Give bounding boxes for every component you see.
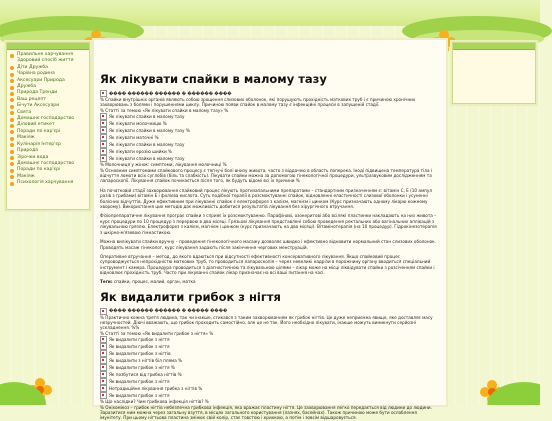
article-subheading: % Молочниця у жінок: симптоми, лікування молочниці % [100,162,227,168]
broken-image-icon [100,357,107,364]
broken-image-icon [100,113,107,120]
bullet-icon [10,143,14,147]
related-link-text[interactable]: Як видалити грибок з нігтя % [109,364,175,370]
related-link[interactable] [100,120,440,127]
bullet-icon [10,150,14,154]
related-link[interactable] [100,378,440,385]
related-link[interactable] [100,357,440,364]
broken-image-icon [100,90,107,97]
broken-heading [100,90,440,97]
bullet-icon [10,79,14,83]
related-link[interactable] [100,336,440,343]
article-paragraph: % Основним симптомами спайкового процесу є тягнучі болі внизу живота, часто з віддачею в область поперека. Іноді підвищена температура тіла і відчуття ломоти всіх суглобів (біль та слабкість). Лікувати спайки можна за допомогою гінекологічної процедури, ультразвуковим дослідженням та лапароскопії. Лікування спайок починається після того, як будуть відомі всі їх причини % [100,167,433,184]
related-link-text[interactable]: Як лікувати ерозію шийки % [109,148,173,154]
related-link-text[interactable]: Як видалити з нігтів біл пляма % [109,357,183,363]
bullet-icon [10,156,14,160]
related-link[interactable] [100,371,440,378]
article-intro: % Практично кожна третя людина, так чи інакше, стикався з таким захворюванням як грибок нігтів. Це дуже неприємна явище, яке доставляє масу незручностей. Діючі вважають, що грибок проходить самостійно, але це не так. Його необхідно лікувати, інакше можуть виникнути серйозні ускладнення. %% [100,314,433,331]
broken-image-icon [100,127,107,134]
related-list-intro: % Статті за темою «Як видалити грибок з нігтя» % [100,330,214,336]
broken-image-icon [100,148,107,155]
sidebar-item-label[interactable]: Свята [17,109,32,115]
broken-image-icon [100,350,107,357]
sidebar-item-label[interactable]: Домашнє господарство [17,160,75,166]
sidebar-item-label[interactable]: Кулінарія Інтер'єр [17,141,61,147]
article-paragraph: Оперативне втручання – метод, до якого вдаються при відсутності ефективності консервативного лікування. Якщо спайковий процес супроводжується непрохідністю маткових труб, то проводиться лапароскопія – через невеликі надрізи в порожнину органу вводиться спеціальний інструмент і камера. Процедура проводиться з діагностичною та лікувальною цілями – лікар може на місці ліквідувати спайки з розсіченням спайки і відновлює прохідність труб. Часто при лікуванні спайок лікар призначає на всі ваші питання на часі. [100,253,435,276]
sidebar-item-label[interactable]: Зірочки вода [17,154,49,160]
bullet-icon [10,137,14,141]
sidebar-item-label[interactable]: Психологія харчування [17,180,74,186]
article-title[interactable]: Як лікувати спайки в малому тазу [100,72,327,86]
sidebar-item[interactable] [10,180,87,186]
related-link-text[interactable]: Як позбутися від грибка нігтів % [109,371,182,377]
broken-image-icon [100,308,107,315]
sidebar-header [7,43,89,50]
related-link-text[interactable]: Як лікувати спайки в малому тазу [109,113,185,119]
bullet-icon [10,118,14,122]
sidebar-menu [7,52,89,187]
bullet-icon [10,73,14,77]
related-link-text[interactable]: Як лікувати спайки в малому тазу [109,155,185,161]
bullet-icon [10,130,14,134]
bullet-icon [10,105,14,109]
broken-heading [100,308,440,315]
related-link-text[interactable]: Як видалити грибок з нігтя [109,392,170,398]
sidebar-item-label[interactable]: Макіяж [17,173,35,179]
related-link-text[interactable]: Як лікувати молочницю % [109,120,167,126]
sidebar-item-label[interactable]: Дружба [17,84,37,90]
sidebar-item-label[interactable]: Правильне харчування [17,52,73,57]
bullet-icon [10,175,14,179]
sidebar-item-label[interactable]: Здоровий спосіб життя [17,58,74,64]
related-list-intro: % Статті за темою «Як лікувати спайки в малому тазу» % [100,107,229,113]
related-link-text[interactable]: Як лікувати спайки в малому тазу [109,141,185,147]
related-link[interactable] [100,350,440,357]
related-link[interactable] [100,392,440,399]
bullet-icon [10,86,14,90]
article-title[interactable]: Як видалити грибок з нігтя [100,289,281,304]
right-panel [452,42,536,104]
bullet-icon [10,169,14,173]
related-link[interactable] [100,148,440,155]
related-link[interactable] [100,141,440,148]
sidebar-item-label[interactable]: Аксесуари Природа [17,77,65,83]
sidebar-item-label[interactable]: Діти Дружба [17,64,48,70]
main-content [94,40,446,421]
related-link-text[interactable]: Як видалити грибок з нігтя [109,378,170,384]
broken-image-icon [100,343,107,350]
broken-image-icon [100,392,107,399]
related-link-text[interactable]: Нетрадиційне лікування грибка з нігтів % [109,385,203,391]
article-paragraph: % Оніхомікоз – грибок нігтів небезпечна грибкова інфекція, яка вражає пластину нігтя. Це захворювання легко передається від людини до людини. Заразитися ним можна через загальну взуття, в місцях загального користування (лазнях, басейнах). Також причиною може бути ослаблення імунітету. При цьому нігтьова пластина змінює свій колір, стає товстою і крихкою, а потім і зовсім відшаровується. [100,404,432,421]
broken-heading-text: ���� ������ ������ � ������ ���� [109,90,232,96]
sidebar-item-label[interactable]: Чарівна родина [17,71,55,77]
broken-heading-text: ���� ������ ������ � ����� ���� [109,308,228,314]
related-link-text[interactable]: Як видалити грибок з нігтів [109,350,171,356]
article-paragraph: Можна вилікувати спайки вручну – проведення гінекологічного масажу дозволяє швидко і ефективно відновити нормальний стан слизових оболонок. Проводять масаж гінеколог, курс лікування задають після закінчення чергових менструацій. [100,239,437,250]
bullet-icon [10,98,14,102]
related-link[interactable] [100,385,440,392]
sidebar-item-label[interactable]: Діловий етикет [17,122,55,128]
footer-grass-left [0,365,70,405]
broken-image-icon [100,385,107,392]
broken-image-icon [100,336,107,343]
related-link-text[interactable]: Як лікувати спайки в малому тазу % [109,127,190,133]
related-link[interactable] [100,134,440,141]
tags-label: Теги: [100,278,113,284]
broken-image-icon [100,364,107,371]
bullet-icon [10,92,14,96]
sidebar-item-label[interactable]: Ваш рецепт [17,96,47,102]
broken-image-icon [100,155,107,162]
bullet-icon [10,66,14,70]
article-paragraph: На початковій стадії захворювання спайковий процес лікують протизапальними препаратами – стандартним призначенням є: вітамін C, E (10 ампул разів з грибами) вітамін E і фолієва кислота. Суть подібної терапії в розсмоктуванні спайок, відновленні еластичності слизової оболонки і усуненні болісних відчуттів. Дуже ефективним при лікуванні спайок є електрофорез з калієм, магнієм і цинком (Курс призначають одному лікарю кожному хворому). Використання цих методів дає можливість добитися результатів лікування без хірургічного втручання. [100,187,433,210]
related-link-text[interactable]: Як лікувати маточні % [109,134,159,140]
sidebar-item-label[interactable]: Природа Тренди [17,90,58,96]
bullet-icon [10,162,14,166]
related-link[interactable] [100,155,440,162]
sidebar-item-label[interactable]: Поради по кар'єрі [17,128,61,134]
sidebar-item-label[interactable]: Природа [17,148,39,154]
footer-grass-right [460,365,540,405]
bullet-icon [10,124,14,128]
sidebar-item-label[interactable]: Макіяж [17,135,35,141]
right-panel-header [453,43,535,50]
related-link[interactable] [100,113,440,120]
related-link[interactable] [100,343,440,350]
bullet-icon [10,54,14,58]
sidebar-item-label[interactable]: Бічути Аксесуари [17,103,60,109]
sidebar-item-label[interactable]: Домашнє господарство [17,116,75,122]
sidebar [6,42,90,210]
broken-image-icon [100,141,107,148]
broken-image-icon [100,378,107,385]
broken-image-icon [100,134,107,141]
related-link-text[interactable]: Як видалити грибок з нігтя [109,336,170,342]
article-subheading: % Що наслідки? Чим грибкова інфекція нігтів? % [100,399,209,405]
broken-image-icon [100,120,107,127]
article-paragraph: Фізіопрепаратичне лікування програє спайки з сприяє їх розсмоктуванню. Парафінові, озокеритові або всілякі пластинки накладають на низ живота – курс процедури по 10 процедур з перервою в два місяці. Грязьові лікування представлені собою проведення ректальних або вагінальних аплікацій з лікувальною грязлю. Електрофорез з калієм, магнієм і цинком (курс призначають на два місяці). Вітамінотерапія (на 10 процедур). Гідрокінезотерапія з шкірно-м'язевою гімнастикою. [100,213,437,235]
related-link[interactable] [100,364,440,371]
related-link-text[interactable]: Як видалити грибок з нігтя [109,343,170,349]
sidebar-item-label[interactable]: Поради по кар'єрі [17,167,61,173]
bullet-icon [10,111,14,115]
bullet-icon [10,182,14,186]
tags-list[interactable]: спайки, процес, малий, орган, матка [113,278,196,284]
broken-image-icon [100,371,107,378]
article-intro: % Спайки внутрішніх органів являють собою зрощення слизових оболонок, які порушують прохідність маткових труб і є причиною хронічних захворювань з болями і порушеннями циклу. Причиною появи спайок в малому тазу є інфекційні процеси в запущеній стадії. [100,97,416,108]
related-link[interactable] [100,127,440,134]
